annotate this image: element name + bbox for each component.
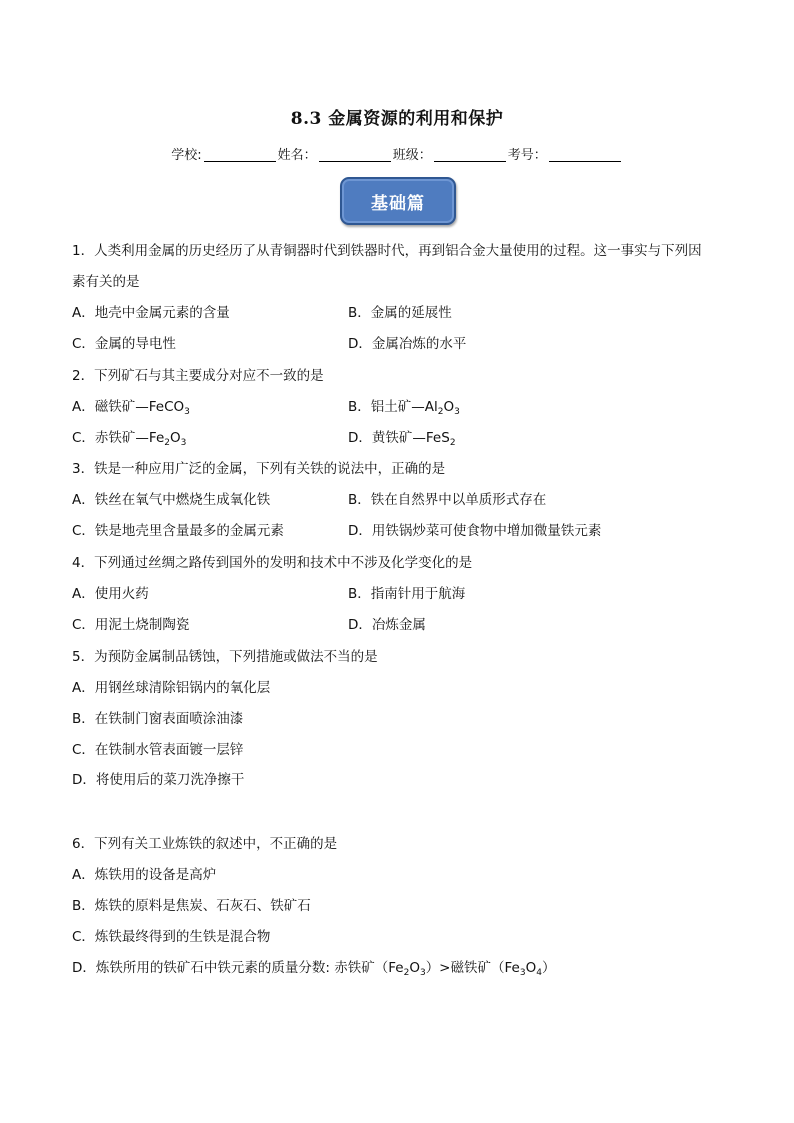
section-badge: 基础篇: [340, 177, 456, 225]
q5-option-b[interactable]: B．在铁制门窗表面喷涂油漆: [72, 711, 244, 727]
q5-option-a[interactable]: A．用钢丝球清除铝锅内的氧化层: [72, 680, 271, 696]
q2-option-a[interactable]: A．磁铁矿—FeCO$_3$: [72, 399, 190, 417]
q3-option-b[interactable]: B．铁在自然界中以单质形式存在: [348, 492, 547, 508]
q6-option-c[interactable]: C．炼铁最终得到的生铁是混合物: [72, 929, 271, 945]
q6-stem: 6．下列有关工业炼铁的叙述中，不正确的是: [72, 836, 338, 852]
class-label: 班级：: [392, 148, 432, 163]
name-blank[interactable]: [319, 148, 391, 162]
q3-option-a[interactable]: A．铁丝在氧气中燃烧生成氧化铁: [72, 492, 271, 508]
q4-option-b[interactable]: B．指南针用于航海: [348, 586, 466, 602]
page-title: 8.3 金属资源的利用和保护: [290, 109, 504, 129]
school-label: 学校:: [171, 148, 202, 163]
q1-stem-line2: 素有关的是: [72, 274, 140, 290]
q2-option-b[interactable]: B．铝土矿$—Al_2O_3$: [348, 399, 460, 417]
q1-option-b[interactable]: B．金属的延展性: [348, 305, 452, 321]
q3-stem: 3．铁是一种应用广泛的金属，下列有关铁的说法中，正确的是: [72, 461, 446, 477]
q3-option-c[interactable]: C．铁是地壳里含量最多的金属元素: [72, 523, 284, 539]
q5-option-c[interactable]: C．在铁制水管表面镀一层锌: [72, 742, 244, 758]
q3-option-d[interactable]: D．用铁锅炒菜可使食物中增加微量铁元素: [348, 523, 602, 539]
q1-option-d[interactable]: D．金属冶炼的水平: [348, 336, 467, 352]
q4-option-c[interactable]: C．用泥土烧制陶瓷: [72, 617, 190, 633]
q1-option-c[interactable]: C．金属的导电性: [72, 336, 176, 352]
q5-option-d[interactable]: D．将使用后的菜刀洗净擦干: [72, 772, 245, 788]
q2-option-c[interactable]: C．赤铁矿$—Fe_2O_3$: [72, 430, 187, 448]
class-blank[interactable]: [434, 148, 506, 162]
q4-stem: 4．下列通过丝绸之路传到国外的发明和技术中不涉及化学变化的是: [72, 555, 473, 571]
student-info-line: [0, 144, 794, 163]
q6-option-a[interactable]: A．炼铁用的设备是高炉: [72, 867, 217, 883]
q2-option-d[interactable]: D．黄铁矿—FeS$_2$: [348, 430, 456, 448]
number-blank[interactable]: [549, 148, 621, 162]
q1-option-a[interactable]: A．地壳中金属元素的含量: [72, 305, 230, 321]
q1-stem-line1: 1．人类利用金属的历史经历了从青铜器时代到铁器时代，再到铝合金大量使用的过程。这一事实与下列因: [72, 243, 702, 259]
q4-option-d[interactable]: D．冶炼金属: [348, 617, 426, 633]
q6-option-d[interactable]: D．炼铁所用的铁矿石中铁元素的质量分数: 赤铁矿$(Fe_2O_3)>$磁铁矿$(Fe_3O_4)$: [72, 960, 556, 978]
number-label: 考号：: [507, 148, 547, 163]
q2-stem: 2．下列矿石与其主要成分对应不一致的是: [72, 368, 324, 384]
q5-stem: 5．为预防金属制品锈蚀，下列措施或做法不当的是: [72, 649, 378, 665]
name-label: 姓名：: [277, 148, 317, 163]
q4-option-a[interactable]: A．使用火药: [72, 586, 149, 602]
q6-option-b[interactable]: B．炼铁的原料是焦炭、石灰石、铁矿石: [72, 898, 311, 914]
school-blank[interactable]: [204, 148, 276, 162]
